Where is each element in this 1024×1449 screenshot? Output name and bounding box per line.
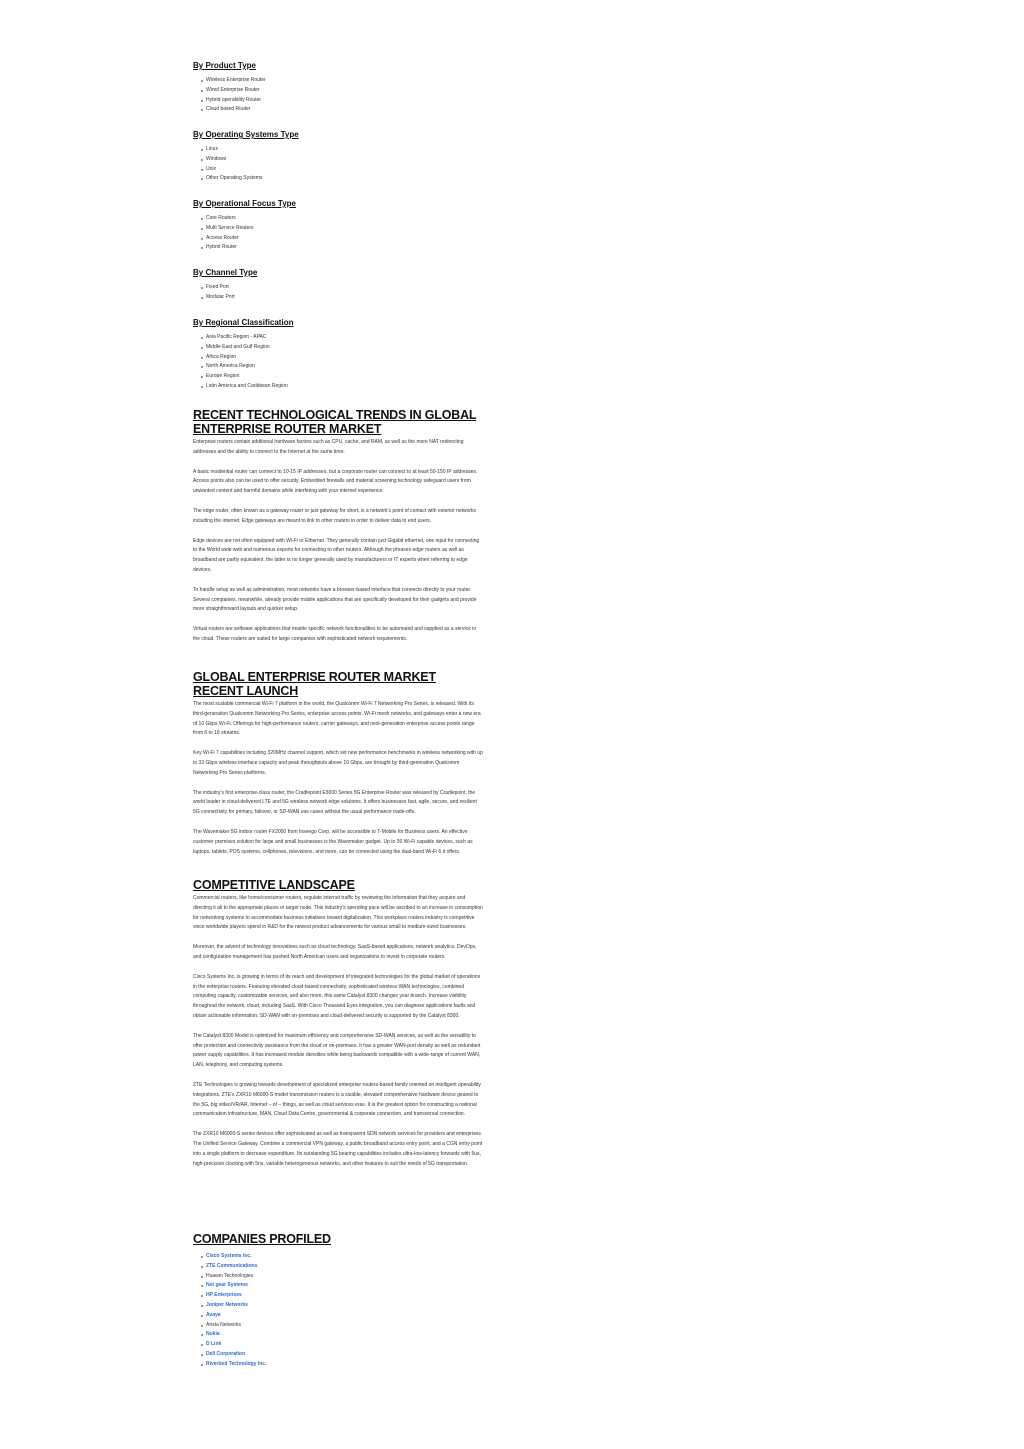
product-type-heading: By Product Type bbox=[193, 61, 256, 70]
list-item: Core Routers bbox=[201, 214, 296, 224]
list-item: Fixed Port bbox=[201, 283, 257, 293]
list-item: North America Region bbox=[201, 362, 293, 372]
list-item: Multi Service Routers bbox=[201, 224, 296, 234]
regional-section bbox=[193, 317, 293, 392]
paragraph: Commercial routers, like home/consumer routers, regulate internet traffic by reviewing the information that they acquire and directing it all to the appropriate places or target node. This industry's spending pace will be ascribed to an increase in consumption for networking systems to accommodate business initiatives toward digitalization. This workplace routers industry is competitive since worldwide players spend in R&D for the newest product advancements for various small to medium-sized businesses. bbox=[193, 895, 483, 931]
focus-type-heading: By Operational Focus Type bbox=[193, 199, 296, 208]
company-link-netgear[interactable]: Net gear Systems bbox=[201, 1281, 483, 1291]
company-link-hp[interactable]: HP Enterprises bbox=[201, 1291, 483, 1301]
companies-section bbox=[193, 1232, 483, 1370]
channel-type-heading: By Channel Type bbox=[193, 268, 258, 277]
competitive-heading: COMPETITIVE LANDSCAPE bbox=[193, 878, 355, 892]
paragraph: Key Wi-Fi 7 capabilities including 320MHz channel support, which set new performance benchmarks in wireless networking with up to 33 Gbps wireless interface capacity and peak throughputs above 10 Gbps, are brought by third-generation Qualcomm Networking Pro Series platforms. bbox=[193, 750, 483, 776]
company-item-arista: Arista Networks bbox=[201, 1321, 483, 1331]
regional-list bbox=[193, 333, 293, 392]
paragraph: Virtual routers are software applications that enable specific network functionalities to be automated and supplied as a service in the cloud. These routers are suited for large companies with sophisticated network requirements. bbox=[193, 626, 477, 642]
company-link-zte[interactable]: ZTE Communications bbox=[201, 1262, 483, 1272]
competitive-section bbox=[193, 878, 483, 1169]
list-item: Windows bbox=[201, 155, 299, 165]
list-item: Other Operating Systems bbox=[201, 174, 299, 184]
list-item: Modular Port bbox=[201, 293, 257, 303]
channel-type-list bbox=[193, 283, 257, 303]
trends-section bbox=[193, 408, 483, 645]
company-link-nokia[interactable]: Nokia bbox=[201, 1330, 483, 1340]
paragraph: A basic residential router can connect to 10-15 IP addresses, but a corporate router can connect to at least 50-150 IP addresses. Access points also can be used to offer security. Embedded firewalls and material screening technology safeguard users from unwanted content and harmful domains while interfering with your internet experience. bbox=[193, 468, 478, 495]
paragraph: Cisco Systems Inc. is growing in terms of its reach and development of integrated technologies for the global market of operations in the enterprise routers. Featuring elevated cloud-based connectivity, sophisticated wireless WAN technologies, combined computing capacity, customizable services, and also more, this same Catalyst 8300 changes your branch. Increase visibility throughout the network, cloud, including SaaS. With Cisco Thousand Eyes integration, you can diagnose applications faults and obtain actionable information. SD-WAN with on-premises and cloud-delivered security is supported by the Catalyst 8300. bbox=[193, 973, 481, 1019]
company-link-dlink[interactable]: D Link bbox=[201, 1340, 483, 1350]
paragraph: The industry's first enterprise-class router, the Cradlepoint E3000 Series 5G Enterprise Router was released by Cradlepoint, the world leader in cloud-delivered LTE and 5G wireless network edge solutions. It offers businesses fast, agile, secure, and resilient 5G connectivity for primary, failover, or SD-WAN use cases without the usual performance trade-offs. bbox=[193, 789, 477, 816]
paragraph: Edge devices are not often equipped with Wi-Fi or Ethernet. They generally contain just Gigabit ethernet, one input for connecting to the World wide web and numerous exports for connecting to other routers. Although the phrases edge routers as well as broadband are partly equivalent, the latter is no longer generally used by manufacturers or IT experts when referring to edge devices. bbox=[193, 537, 480, 573]
list-item: Middle East and Gulf Region bbox=[201, 343, 293, 353]
launch-heading: GLOBAL ENTERPRISE ROUTER MARKET RECENT LAUNCH bbox=[193, 670, 436, 698]
company-link-avaya[interactable]: Avaya bbox=[201, 1311, 483, 1321]
regional-heading: By Regional Classification bbox=[193, 318, 294, 327]
launch-section bbox=[193, 670, 483, 857]
companies-heading: COMPANIES PROFILED bbox=[193, 1232, 331, 1246]
trends-heading: RECENT TECHNOLOGICAL TRENDS IN GLOBAL ENTERPRISE ROUTER MARKET bbox=[193, 408, 477, 436]
focus-type-list bbox=[193, 214, 296, 253]
os-type-section bbox=[193, 129, 299, 184]
list-item: Wireless Enterprise Router bbox=[201, 76, 266, 86]
product-type-list bbox=[193, 76, 266, 115]
os-type-list bbox=[193, 145, 299, 184]
list-item: Latin America and Caribbean Region bbox=[201, 382, 293, 392]
company-link-juniper[interactable]: Juniper Networks bbox=[201, 1301, 483, 1311]
paragraph: ZTE Technologies is growing towards development of specialized enterprise routers-based family oriented on intelligent operability integrations. ZTE's ZXR10 M6000-S model transmission routers is a sizable, elevated comprehensive hardware device geared to the 5G, big video/VR/AR, Internet – of – things, as well as cloud services eras. It is the greatest option for constructing a national communication infrastructure, MAN, Cloud Data Centre, governmental & corporate connection, and transversal connection. bbox=[193, 1081, 481, 1118]
paragraph: To handle setup as well as administration, most networks have a browser-based interface that connects directly to your router. Several companies, meanwhile, already provide mobile applications that are specifically developed for their gadgets and provide more straightforward layouts and quicker setup. bbox=[193, 586, 477, 613]
paragraph: The ZXR10 M6000-S series devices offer sophisticated as well as transparent SDN network services for providers and enterprises. The Unified Service Gateway. Combine a commercial VPN gateway, a public broadband access entry point, and a CGN entry point into a single platform to decrease expenditure. Its outstanding 5G bearing capabilities includes ultra-low-latency forwards with 5us, high-precision clocking with 5ns, variable heterogeneous networks, and other features to suit the needs of 5G transportation. bbox=[193, 1131, 483, 1167]
focus-type-section bbox=[193, 198, 296, 253]
paragraph: The most scalable commercial Wi-Fi 7 platform in the world, the Qualcomm Wi-Fi 7 Networking Pro Series, is released. With its third-generation Qualcomm Networking Pro Series, enterprise access points, Wi-Fi mesh networks, and gateways enter a new era of 10 Gbps Wi-Fi. Offerings for high-performance routers, carrier gateways, and next-generation enterprise access points range from 6 to 16 streams. bbox=[193, 701, 481, 737]
paragraph: The edge router, often known as a gateway router or just gateway for short, is a network's point of contact with exterior networks including the internet. Edge gateways are meant to link to other routers in order to deliver data to end users. bbox=[193, 507, 477, 524]
list-item: Asia Pacific Region - APAC bbox=[201, 333, 293, 343]
paragraph: Enterprise routers contain additional hardware factors such as CPU, cache, and RAM, as well as the more NAT redirecting addresses and the ability to connect to the Internet at the same time. bbox=[193, 439, 464, 455]
channel-type-section bbox=[193, 267, 257, 303]
list-item: Europe Region bbox=[201, 372, 293, 382]
company-link-cisco[interactable]: Cisco Systems Inc. bbox=[201, 1252, 483, 1262]
company-item-huawei: Huawei Technologies bbox=[201, 1272, 483, 1282]
company-link-dell[interactable]: Dell Corporation bbox=[201, 1350, 483, 1360]
list-item: Linux bbox=[201, 145, 299, 155]
companies-list bbox=[193, 1252, 483, 1370]
list-item: Cloud based Router bbox=[201, 105, 266, 115]
paragraph: The Wavemaker 5G indoor router FX2000 from Inseego Corp. will be accessible to T-Mobile for Business users. An effective customer premises solution for large and small businesses is the Wavemaker gadget. Up to 30 Wi-Fi capable devices, such as laptops, tablets, POS systems, cellphones, televisions, and more, can be connected using the dual-band Wi-Fi 6 it offers. bbox=[193, 828, 473, 855]
os-type-heading: By Operating Systems Type bbox=[193, 130, 299, 139]
list-item: Hybrid Router bbox=[201, 243, 296, 253]
list-item: Africa Region bbox=[201, 353, 293, 363]
paragraph: Moreover, the advent of technology innovations such as cloud technology, SaaS-based applications, network analytics, DevOps, and configuration management has pushed North American users and organizations to invest in corporate routers. bbox=[193, 944, 477, 960]
paragraph: The Catalyst 8300 Model is optimized for maximum efficiency and comprehensive SD-WAN services, as well as the versatility to offer protection and connectivity assistance from the cloud or on-premises. It has a greater WAN-port density as well as redundant power supply capabilities. It has increased module densities while being backwards compatible with a wide-range of current WAN, LAN, telephony, and computing systems. bbox=[193, 1032, 481, 1069]
list-item: Wired Enterprise Router bbox=[201, 86, 266, 96]
list-item: Unix bbox=[201, 165, 299, 175]
list-item: Hybrid operability Router bbox=[201, 96, 266, 106]
list-item: Access Router bbox=[201, 234, 296, 244]
product-type-section bbox=[193, 60, 266, 115]
company-link-riverbed[interactable]: Riverbed Technology Inc. bbox=[201, 1360, 483, 1370]
